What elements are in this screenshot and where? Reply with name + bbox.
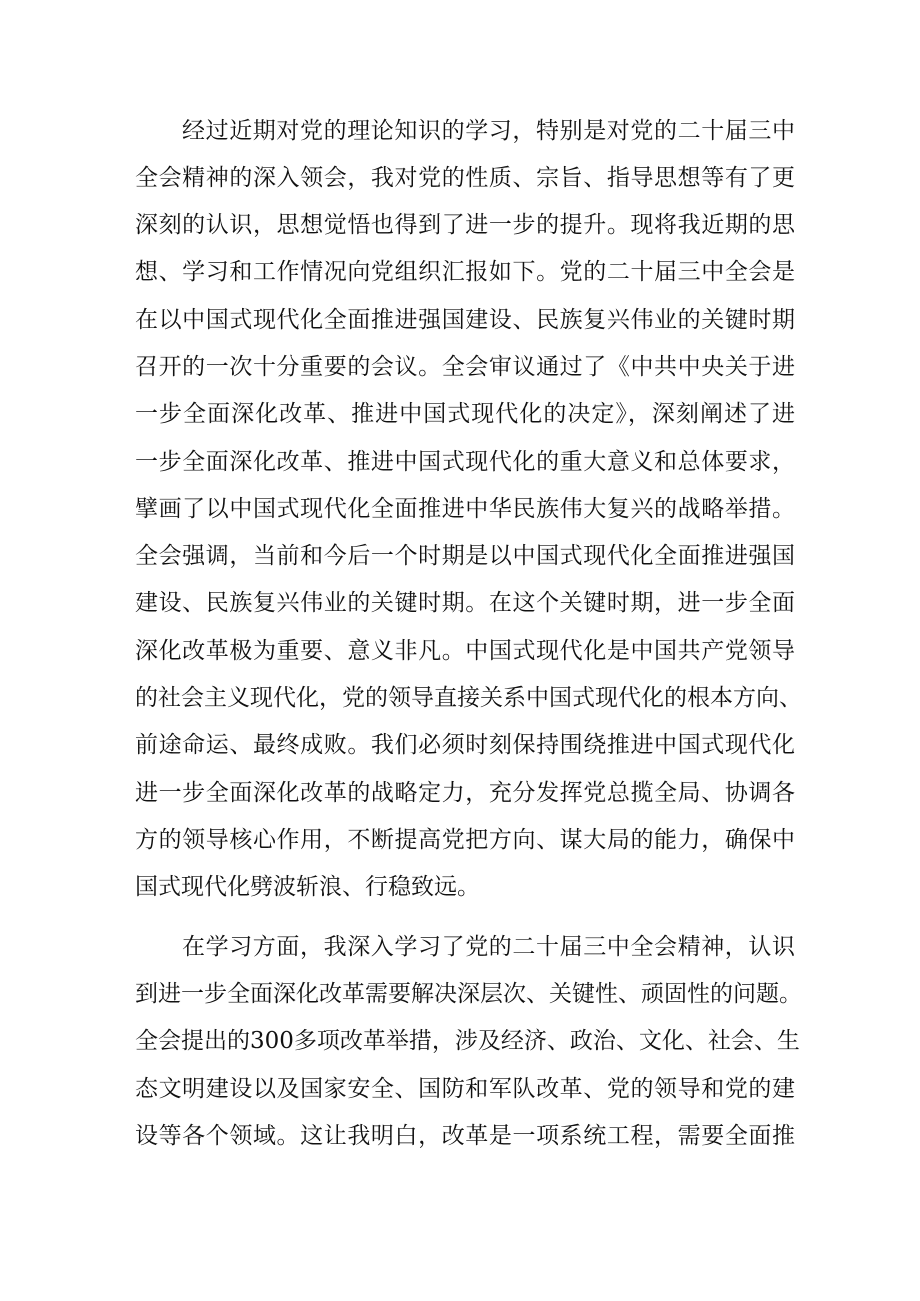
text-line: 擘画了以中国式现代化全面推进中华民族伟大复兴的战略举措。 bbox=[135, 496, 795, 522]
text-line: 全会提出的300多项改革举措，涉及经济、政治、文化、社会、生 bbox=[135, 1028, 800, 1054]
text-line: 经过近期对党的理论知识的学习，特别是对党的二十届三中 bbox=[182, 118, 795, 144]
text-line: 前途命运、最终成败。我们必须时刻保持围绕推进中国式现代化 bbox=[135, 732, 795, 758]
text-line: 国式现代化劈波斩浪、行稳致远。 bbox=[135, 874, 480, 900]
text-line: 全会精神的深入领会，我对党的性质、宗旨、指导思想等有了更 bbox=[135, 165, 795, 191]
text-line: 进一步全面深化改革的战略定力，充分发挥党总揽全局、协调各 bbox=[135, 780, 795, 806]
text-line: 一步全面深化改革、推进中国式现代化的决定》，深刻阐述了进 bbox=[135, 401, 795, 427]
text-line: 建设、民族复兴伟业的关键时期。在这个关键时期，进一步全面 bbox=[135, 590, 795, 616]
text-line: 深化改革极为重要、意义非凡。中国式现代化是中国共产党领导 bbox=[135, 638, 795, 664]
text-line: 的社会主义现代化，党的领导直接关系中国式现代化的根本方向、 bbox=[135, 685, 802, 711]
text-line: 想、学习和工作情况向党组织汇报如下。党的二十届三中全会是 bbox=[135, 259, 795, 285]
text-line: 方的领导核心作用，不断提高党把方向、谋大局的能力，确保中 bbox=[135, 827, 795, 853]
text-line: 深刻的认识，思想觉悟也得到了进一步的提升。现将我近期的思 bbox=[135, 212, 795, 238]
text-line: 设等各个领域。这让我明白，改革是一项系统工程，需要全面推 bbox=[135, 1123, 795, 1149]
text-line: 在学习方面，我深入学习了党的二十届三中全会精神，认识 bbox=[182, 934, 795, 960]
text-line: 在以中国式现代化全面推进强国建设、民族复兴伟业的关键时期 bbox=[135, 307, 795, 333]
text-line: 全会强调，当前和今后一个时期是以中国式现代化全面推进强国 bbox=[135, 543, 795, 569]
text-line: 一步全面深化改革、推进中国式现代化的重大意义和总体要求， bbox=[135, 449, 795, 475]
text-line: 到进一步全面深化改革需要解决深层次、关键性、顽固性的问题。 bbox=[135, 981, 802, 1007]
text-line: 态文明建设以及国家安全、国防和军队改革、党的领导和党的建 bbox=[135, 1076, 795, 1102]
text-line: 召开的一次十分重要的会议。全会审议通过了《中共中央关于进 bbox=[135, 354, 795, 380]
